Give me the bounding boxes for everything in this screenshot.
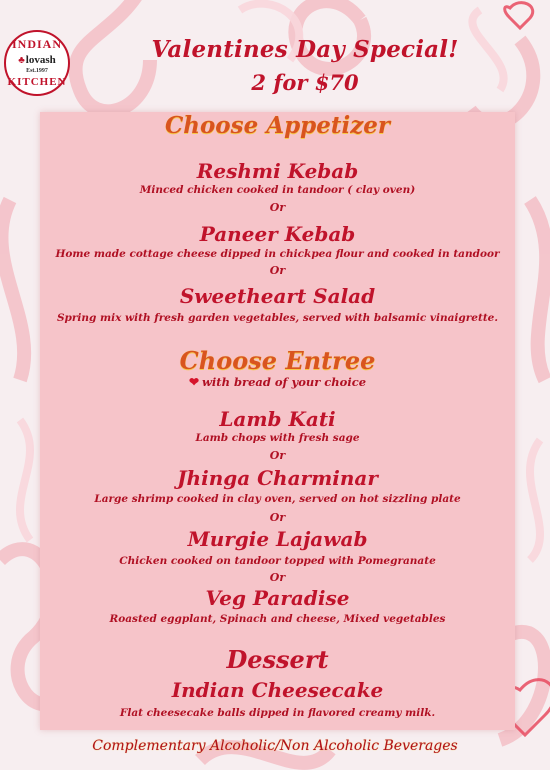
logo-brand-text: lovash: [25, 54, 56, 66]
or-separator: Or: [269, 511, 286, 524]
or-separator: Or: [269, 201, 286, 214]
beverages-footer: Complementary Alcoholic/Non Alcoholic Beverages: [92, 738, 458, 754]
entree-heading: Choose Entree: [179, 346, 376, 375]
dessert-item-name: Indian Cheesecake: [171, 678, 384, 702]
appetizer-item-desc: Spring mix with fresh garden vegetables, served with balsamic vinaigrette.: [56, 312, 499, 324]
dessert-heading: Dessert: [226, 645, 329, 674]
logo-est: Est.1997: [26, 68, 48, 74]
entree-item-name: Murgie Lajawab: [187, 527, 368, 551]
entree-item-name: Jhinga Charminar: [177, 466, 378, 490]
or-separator: Or: [269, 264, 286, 277]
or-separator: Or: [269, 571, 286, 584]
appetizer-item-name: Reshmi Kebab: [196, 159, 359, 183]
entree-item-name: Lamb Kati: [219, 407, 336, 431]
logo-brand: [6, 54, 68, 66]
entree-item-name: Veg Paradise: [205, 586, 350, 610]
logo-top-text: INDIAN: [11, 37, 62, 51]
logo-bottom-text: KITCHEN: [7, 76, 67, 88]
appetizer-item-name: Sweetheart Salad: [179, 284, 376, 308]
entree-item-desc: Roasted eggplant, Spinach and cheese, Mixed vegetables: [109, 613, 446, 625]
entree-note-text: with bread of your choice: [202, 375, 367, 389]
lamp-icon: ♣: [18, 55, 25, 66]
menu-card: [40, 112, 515, 730]
appetizer-heading: Choose Appetizer: [164, 112, 391, 139]
entree-item-desc: Lamb chops with fresh sage: [195, 432, 360, 444]
entree-note: [40, 375, 515, 389]
appetizer-item-desc: Home made cottage cheese dipped in chickpea flour and cooked in tandoor: [55, 248, 500, 260]
page-title: Valentines Day Special!: [151, 36, 459, 63]
price-subtitle: 2 for $70: [251, 70, 359, 95]
or-separator: Or: [269, 449, 286, 462]
restaurant-logo: [4, 30, 70, 96]
appetizer-item-name: Paneer Kebab: [199, 222, 356, 246]
entree-item-desc: Chicken cooked on tandoor topped with Pomegranate: [119, 555, 436, 567]
appetizer-item-desc: Minced chicken cooked in tandoor ( clay oven): [139, 184, 416, 196]
entree-item-desc: Large shrimp cooked in clay oven, served on hot sizzling plate: [94, 493, 461, 505]
heart-icon: ❤: [188, 375, 200, 389]
dessert-item-desc: Flat cheesecake balls dipped in flavored creamy milk.: [119, 707, 436, 719]
